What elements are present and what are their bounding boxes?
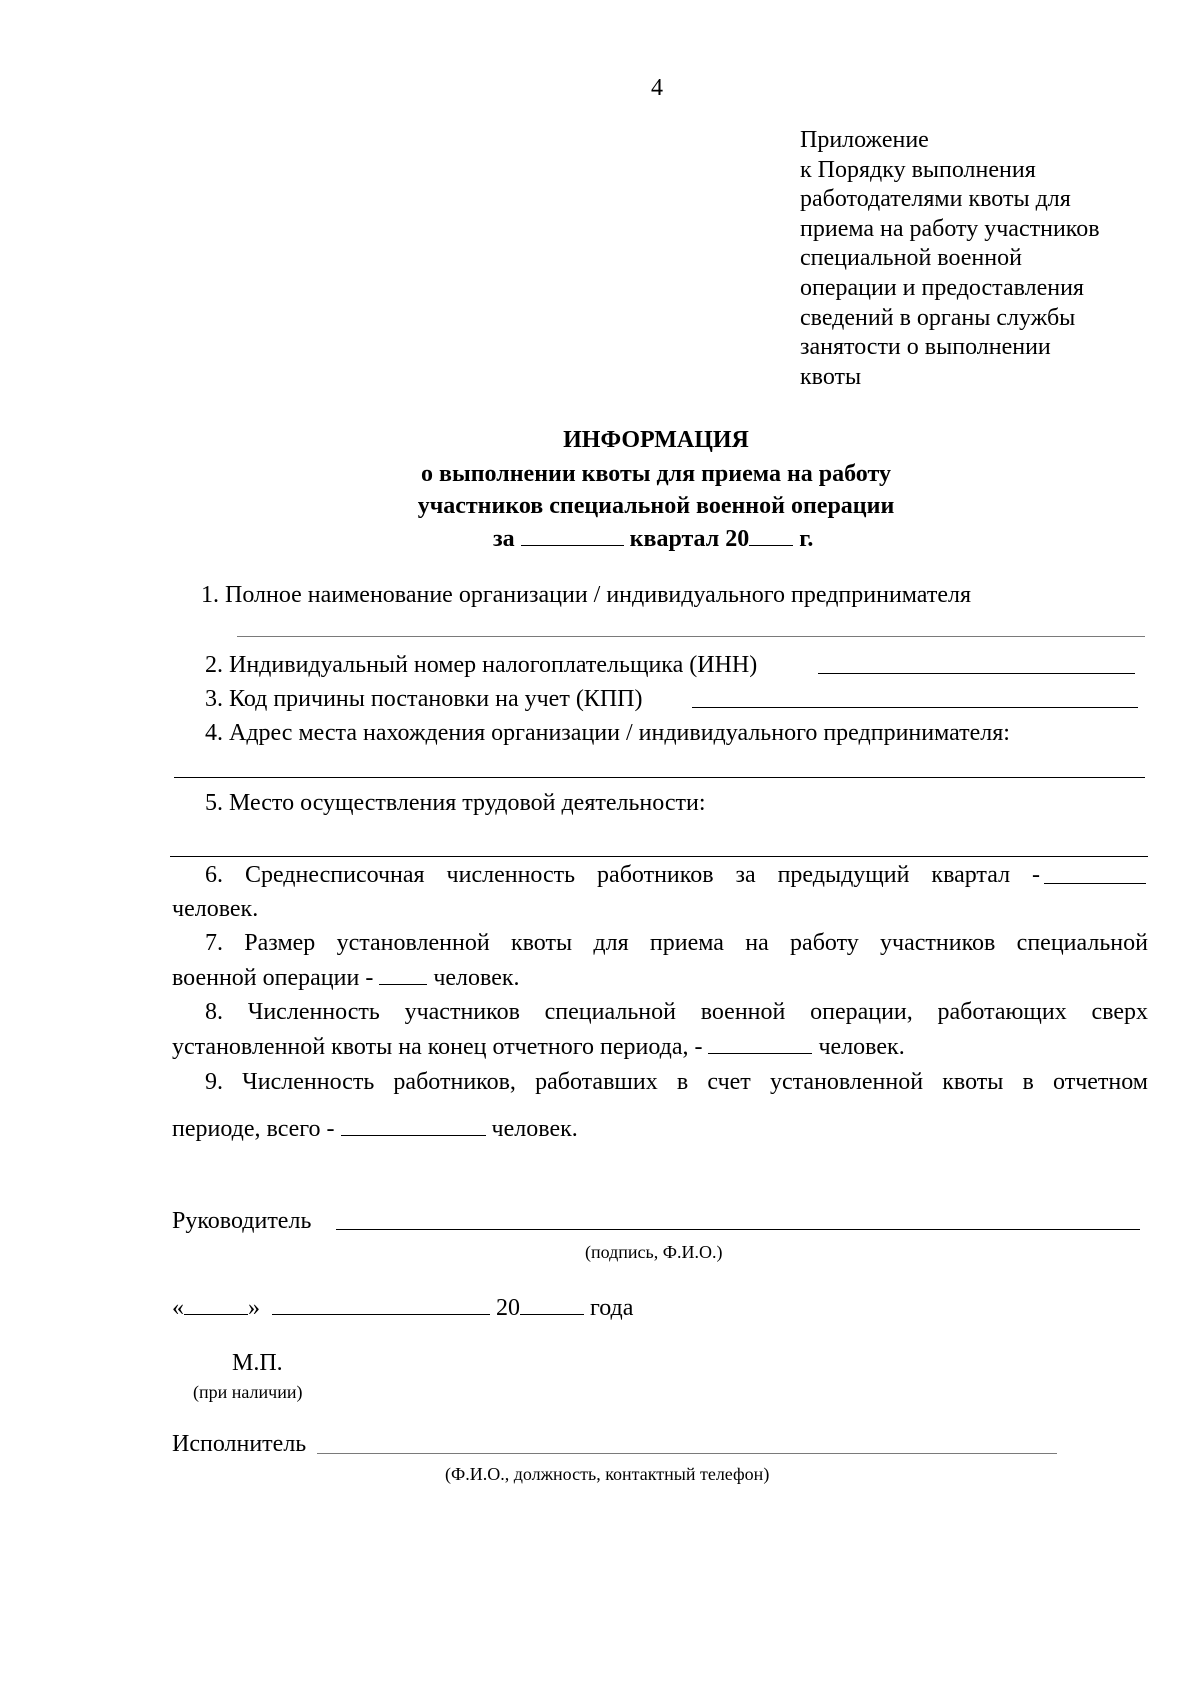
item-4-label: 4. Адрес места нахождения организации / индивидуального предпринимателя: <box>205 720 1010 746</box>
date-close-quote: » <box>248 1295 260 1321</box>
item-8-prefix: установленной квоты на конец отчетного периода, - <box>172 1034 703 1060</box>
stamp-label: М.П. <box>232 1350 283 1376</box>
above-quota-blank[interactable] <box>708 1031 812 1054</box>
head-signature-field[interactable] <box>336 1229 1140 1230</box>
item-5-label: 5. Место осуществления трудовой деятельности: <box>205 790 706 816</box>
item-7-suffix: человек. <box>433 965 520 991</box>
date-suffix: года <box>590 1295 634 1321</box>
appendix-line: специальной военной <box>800 245 1022 272</box>
item-9-line2 <box>172 1113 578 1144</box>
quarter-blank[interactable] <box>521 523 624 546</box>
executor-caption: (Ф.И.О., должность, контактный телефон) <box>445 1464 770 1484</box>
item-9-line1: 9. Численность работников, работавших в счет установленной квоты в отчетном <box>205 1069 1148 1095</box>
item-6-line2: человек. <box>172 896 259 922</box>
appendix-line: работодателями квоты для <box>800 186 1071 213</box>
stamp-note: (при наличии) <box>193 1382 303 1402</box>
item-8-line1: 8. Численность участников специальной военной операции, работающих сверх <box>205 999 1148 1025</box>
year-blank[interactable] <box>749 523 793 546</box>
document-heading: ИНФОРМАЦИЯ <box>563 427 749 453</box>
item-1-label: 1. Полное наименование организации / индивидуального предпринимателя <box>201 582 971 608</box>
appendix-line: Приложение <box>800 127 929 153</box>
period-suffix: г. <box>799 526 814 552</box>
item-2-label: 2. Индивидуальный номер налогоплательщика (ИНН) <box>205 652 758 678</box>
head-label: Руководитель <box>172 1208 312 1234</box>
month-blank[interactable] <box>272 1292 490 1315</box>
appendix-line: занятости о выполнении <box>800 334 1051 361</box>
quota-size-blank[interactable] <box>379 962 427 985</box>
item-8-line2 <box>172 1031 905 1062</box>
appendix-line: квоты <box>800 363 862 390</box>
executor-label: Исполнитель <box>172 1431 307 1457</box>
page-number: 4 <box>651 75 663 101</box>
document-subtitle-line2: участников специальной военной операции <box>417 493 895 519</box>
period-middle: квартал 20 <box>629 526 750 552</box>
signature-date <box>172 1292 633 1323</box>
appendix-line: операции и предоставления <box>800 274 1084 301</box>
item-6-line1: 6. Среднесписочная численность работников за предыдущий квартал - <box>205 862 1040 888</box>
address-field[interactable] <box>174 777 1145 778</box>
reporting-period <box>493 523 813 554</box>
item-1-field[interactable] <box>237 636 1145 637</box>
appendix-line: сведений в органы службы <box>800 304 1076 331</box>
head-caption: (подпись, Ф.И.О.) <box>585 1242 723 1262</box>
kpp-field[interactable] <box>692 707 1138 708</box>
appendix-line: приема на работу участников <box>800 215 1100 242</box>
executor-field[interactable] <box>317 1453 1057 1454</box>
date-year-blank[interactable] <box>520 1292 584 1315</box>
item-9-suffix: человек. <box>491 1116 578 1142</box>
item-3-label: 3. Код причины постановки на учет (КПП) <box>205 686 643 712</box>
document-subtitle-line1: о выполнении квоты для приема на работу <box>421 461 891 487</box>
workplace-field[interactable] <box>170 856 1148 857</box>
date-open-quote: « <box>172 1295 184 1321</box>
headcount-field[interactable] <box>1044 883 1146 884</box>
appendix-line: к Порядку выполнения <box>800 156 1036 183</box>
item-9-prefix: периоде, всего - <box>172 1116 335 1142</box>
item-7-line2 <box>172 962 520 993</box>
in-quota-blank[interactable] <box>341 1113 486 1136</box>
day-blank[interactable] <box>184 1292 248 1315</box>
item-8-suffix: человек. <box>818 1034 905 1060</box>
inn-field[interactable] <box>818 673 1135 674</box>
item-7-prefix: военной операции - <box>172 965 374 991</box>
item-7-line1: 7. Размер установленной квоты для приема на работу участников специальной <box>205 930 1148 956</box>
appendix-block <box>800 126 1100 392</box>
date-year: 20 <box>496 1295 520 1321</box>
period-prefix: за <box>493 526 515 552</box>
